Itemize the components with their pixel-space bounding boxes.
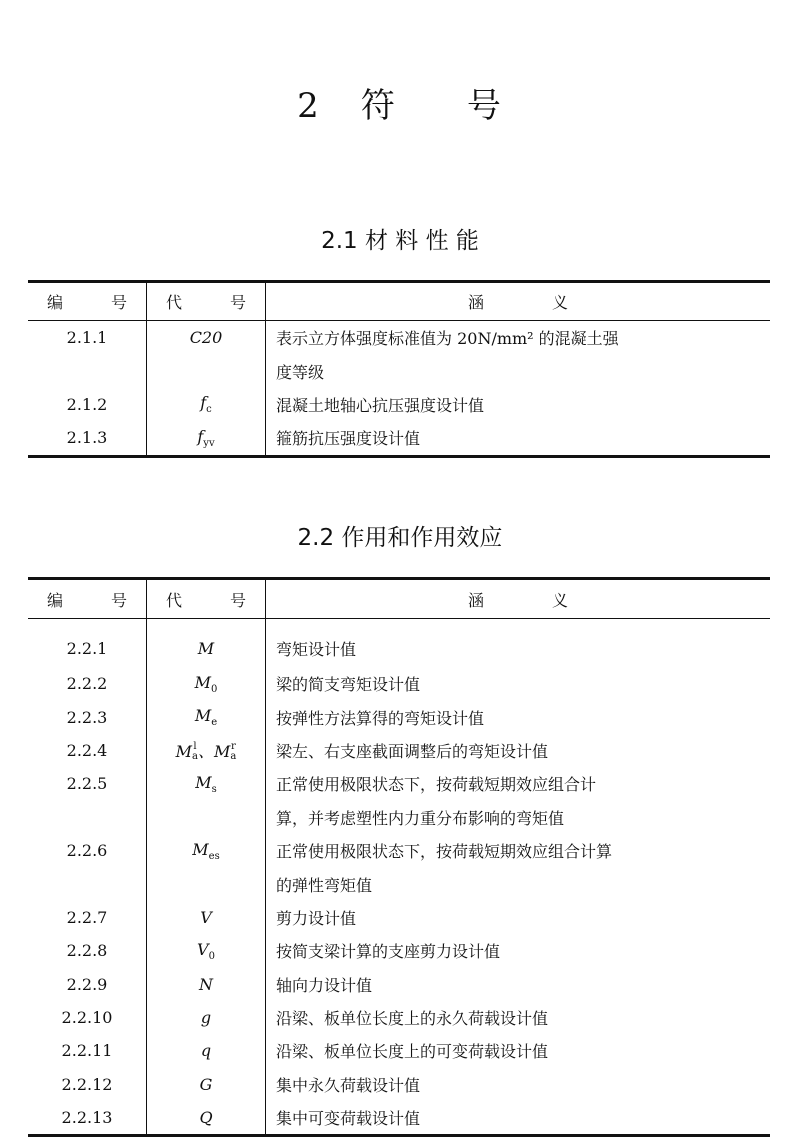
symbol: M xyxy=(197,638,215,658)
table-row xyxy=(28,421,770,456)
chapter-title xyxy=(0,78,800,127)
symbol-number: 2.1.3 xyxy=(28,421,147,456)
meaning-cell: 算，并考虑塑性内力重分布影响的弯矩值 xyxy=(276,808,565,828)
symbol-number: 2.2.2 xyxy=(28,667,147,700)
symbol: q xyxy=(200,1041,212,1061)
table-row xyxy=(28,968,770,1001)
symbol-cell xyxy=(147,321,266,355)
symbol-number: 2.2.4 xyxy=(28,734,147,767)
meaning-cell: 集中可变荷载设计值 xyxy=(276,1109,421,1129)
symbol-number: 2.2.3 xyxy=(28,700,147,733)
table-row xyxy=(28,321,770,355)
symbol-cell xyxy=(147,619,266,668)
meaning-cell: 按弹性方法算得的弯矩设计值 xyxy=(276,708,485,728)
meaning-cell: 梁左、右支座截面调整后的弯矩设计值 xyxy=(276,741,549,761)
symbol: $M_e$ xyxy=(194,705,218,729)
meaning-cell: 梁的简支弯矩设计值 xyxy=(276,675,421,695)
symbol-cell xyxy=(147,388,266,421)
table-row-continuation xyxy=(28,801,770,834)
symbol: Ml a xyxy=(175,741,198,763)
symbol-cell xyxy=(147,1101,266,1136)
table-row xyxy=(28,901,770,934)
symbol-number: 2.2.9 xyxy=(28,968,147,1001)
table-row xyxy=(28,667,770,700)
section-title: 2.2 作用和作用效应 xyxy=(297,525,503,551)
symbol-cell xyxy=(147,1068,266,1101)
meaning-cell: 混凝土地轴心抗压强度设计值 xyxy=(276,395,485,415)
header-number: 编 号 xyxy=(28,282,147,321)
symbol-cell xyxy=(147,968,266,1001)
symbol-number: 2.2.6 xyxy=(28,834,147,867)
table-row xyxy=(28,388,770,421)
symbol-number: 2.2.7 xyxy=(28,901,147,934)
meaning-cell: 沿梁、板单位长度上的永久荷载设计值 xyxy=(276,1009,549,1029)
symbol-cell xyxy=(147,767,266,800)
header-symbol: 代 号 xyxy=(147,579,266,619)
symbol-number: 2.1.2 xyxy=(28,388,147,421)
meaning-cell: 集中永久荷载设计值 xyxy=(276,1075,421,1095)
symbol: V xyxy=(200,907,212,927)
meaning-cell: 箍筋抗压强度设计值 xyxy=(276,429,421,449)
symbol: $f_c$ xyxy=(200,393,212,416)
symbol-number: 2.2.11 xyxy=(28,1034,147,1067)
symbol-cell xyxy=(147,700,266,733)
meaning-cell: 剪力设计值 xyxy=(276,908,357,928)
table-row-continuation xyxy=(28,354,770,387)
table-row xyxy=(28,767,770,800)
symbol: $M_s$ xyxy=(195,772,217,795)
symbol-number: 2.2.10 xyxy=(28,1001,147,1034)
table-row xyxy=(28,1001,770,1034)
symbol-number: 2.2.12 xyxy=(28,1068,147,1101)
symbol-cell xyxy=(147,834,266,867)
symbol-cell xyxy=(147,1034,266,1067)
table-row xyxy=(28,1034,770,1067)
symbol: Q xyxy=(199,1108,213,1128)
table-row xyxy=(28,700,770,733)
symbol: $f_{yv}$ xyxy=(197,426,215,449)
table-row xyxy=(28,1068,770,1101)
symbol: G xyxy=(199,1074,213,1094)
symbol: 、Mr a xyxy=(198,741,237,763)
chapter-number: 2 xyxy=(297,86,321,126)
symbol-cell xyxy=(147,901,266,934)
meaning-cell: 正常使用极限状态下，按荷载短期效应组合计算 xyxy=(276,842,613,862)
header-meaning: 涵 义 xyxy=(266,579,771,619)
symbols-table-materials xyxy=(28,280,770,458)
symbol-number: 2.2.5 xyxy=(28,767,147,800)
header-number: 编 号 xyxy=(28,579,147,619)
meaning-cell: 的弹性弯矩值 xyxy=(276,875,373,895)
meaning-cell: 正常使用极限状态下，按荷载短期效应组合计 xyxy=(276,775,597,795)
table-row xyxy=(28,1101,770,1136)
table-header xyxy=(28,282,770,321)
section-title: 2.1 材 料 性 能 xyxy=(321,228,479,254)
table-row xyxy=(28,619,770,668)
symbol-number: 2.2.13 xyxy=(28,1101,147,1136)
meaning-cell: 弯矩设计值 xyxy=(276,639,357,659)
chapter-title-a: 符 xyxy=(360,86,397,126)
symbols-table-actions xyxy=(28,577,770,1137)
symbol-number: 2.2.8 xyxy=(28,934,147,967)
meaning-cell: 按简支梁计算的支座剪力设计值 xyxy=(276,942,501,962)
symbol: $V_0$ xyxy=(197,939,215,962)
symbol-cell xyxy=(147,934,266,967)
header-symbol: 代 号 xyxy=(147,282,266,321)
table-row-continuation xyxy=(28,867,770,900)
symbol-number: 2.1.1 xyxy=(28,321,147,355)
meaning-cell: 表示立方体强度标准值为 20N/mm² 的混凝土强 xyxy=(276,329,619,349)
symbol: $M_0$ xyxy=(194,672,218,695)
symbol: C20 xyxy=(189,328,223,348)
symbol: $M_{es}$ xyxy=(192,839,220,862)
table-row xyxy=(28,834,770,867)
meaning-cell: 度等级 xyxy=(276,362,325,382)
meaning-cell: 沿梁、板单位长度上的可变荷载设计值 xyxy=(276,1042,549,1062)
symbol-cell xyxy=(147,734,266,767)
header-meaning: 涵 义 xyxy=(266,282,771,321)
table-row xyxy=(28,734,770,767)
meaning-cell: 轴向力设计值 xyxy=(276,975,373,995)
symbol-cell xyxy=(147,421,266,456)
symbol-cell xyxy=(147,1001,266,1034)
table-row xyxy=(28,934,770,967)
symbol-number: 2.2.1 xyxy=(28,619,147,668)
symbol: g xyxy=(200,1008,212,1028)
chapter-title-b: 号 xyxy=(466,86,503,126)
symbol: N xyxy=(199,974,213,994)
symbol-cell xyxy=(147,667,266,700)
table-header xyxy=(28,579,770,619)
